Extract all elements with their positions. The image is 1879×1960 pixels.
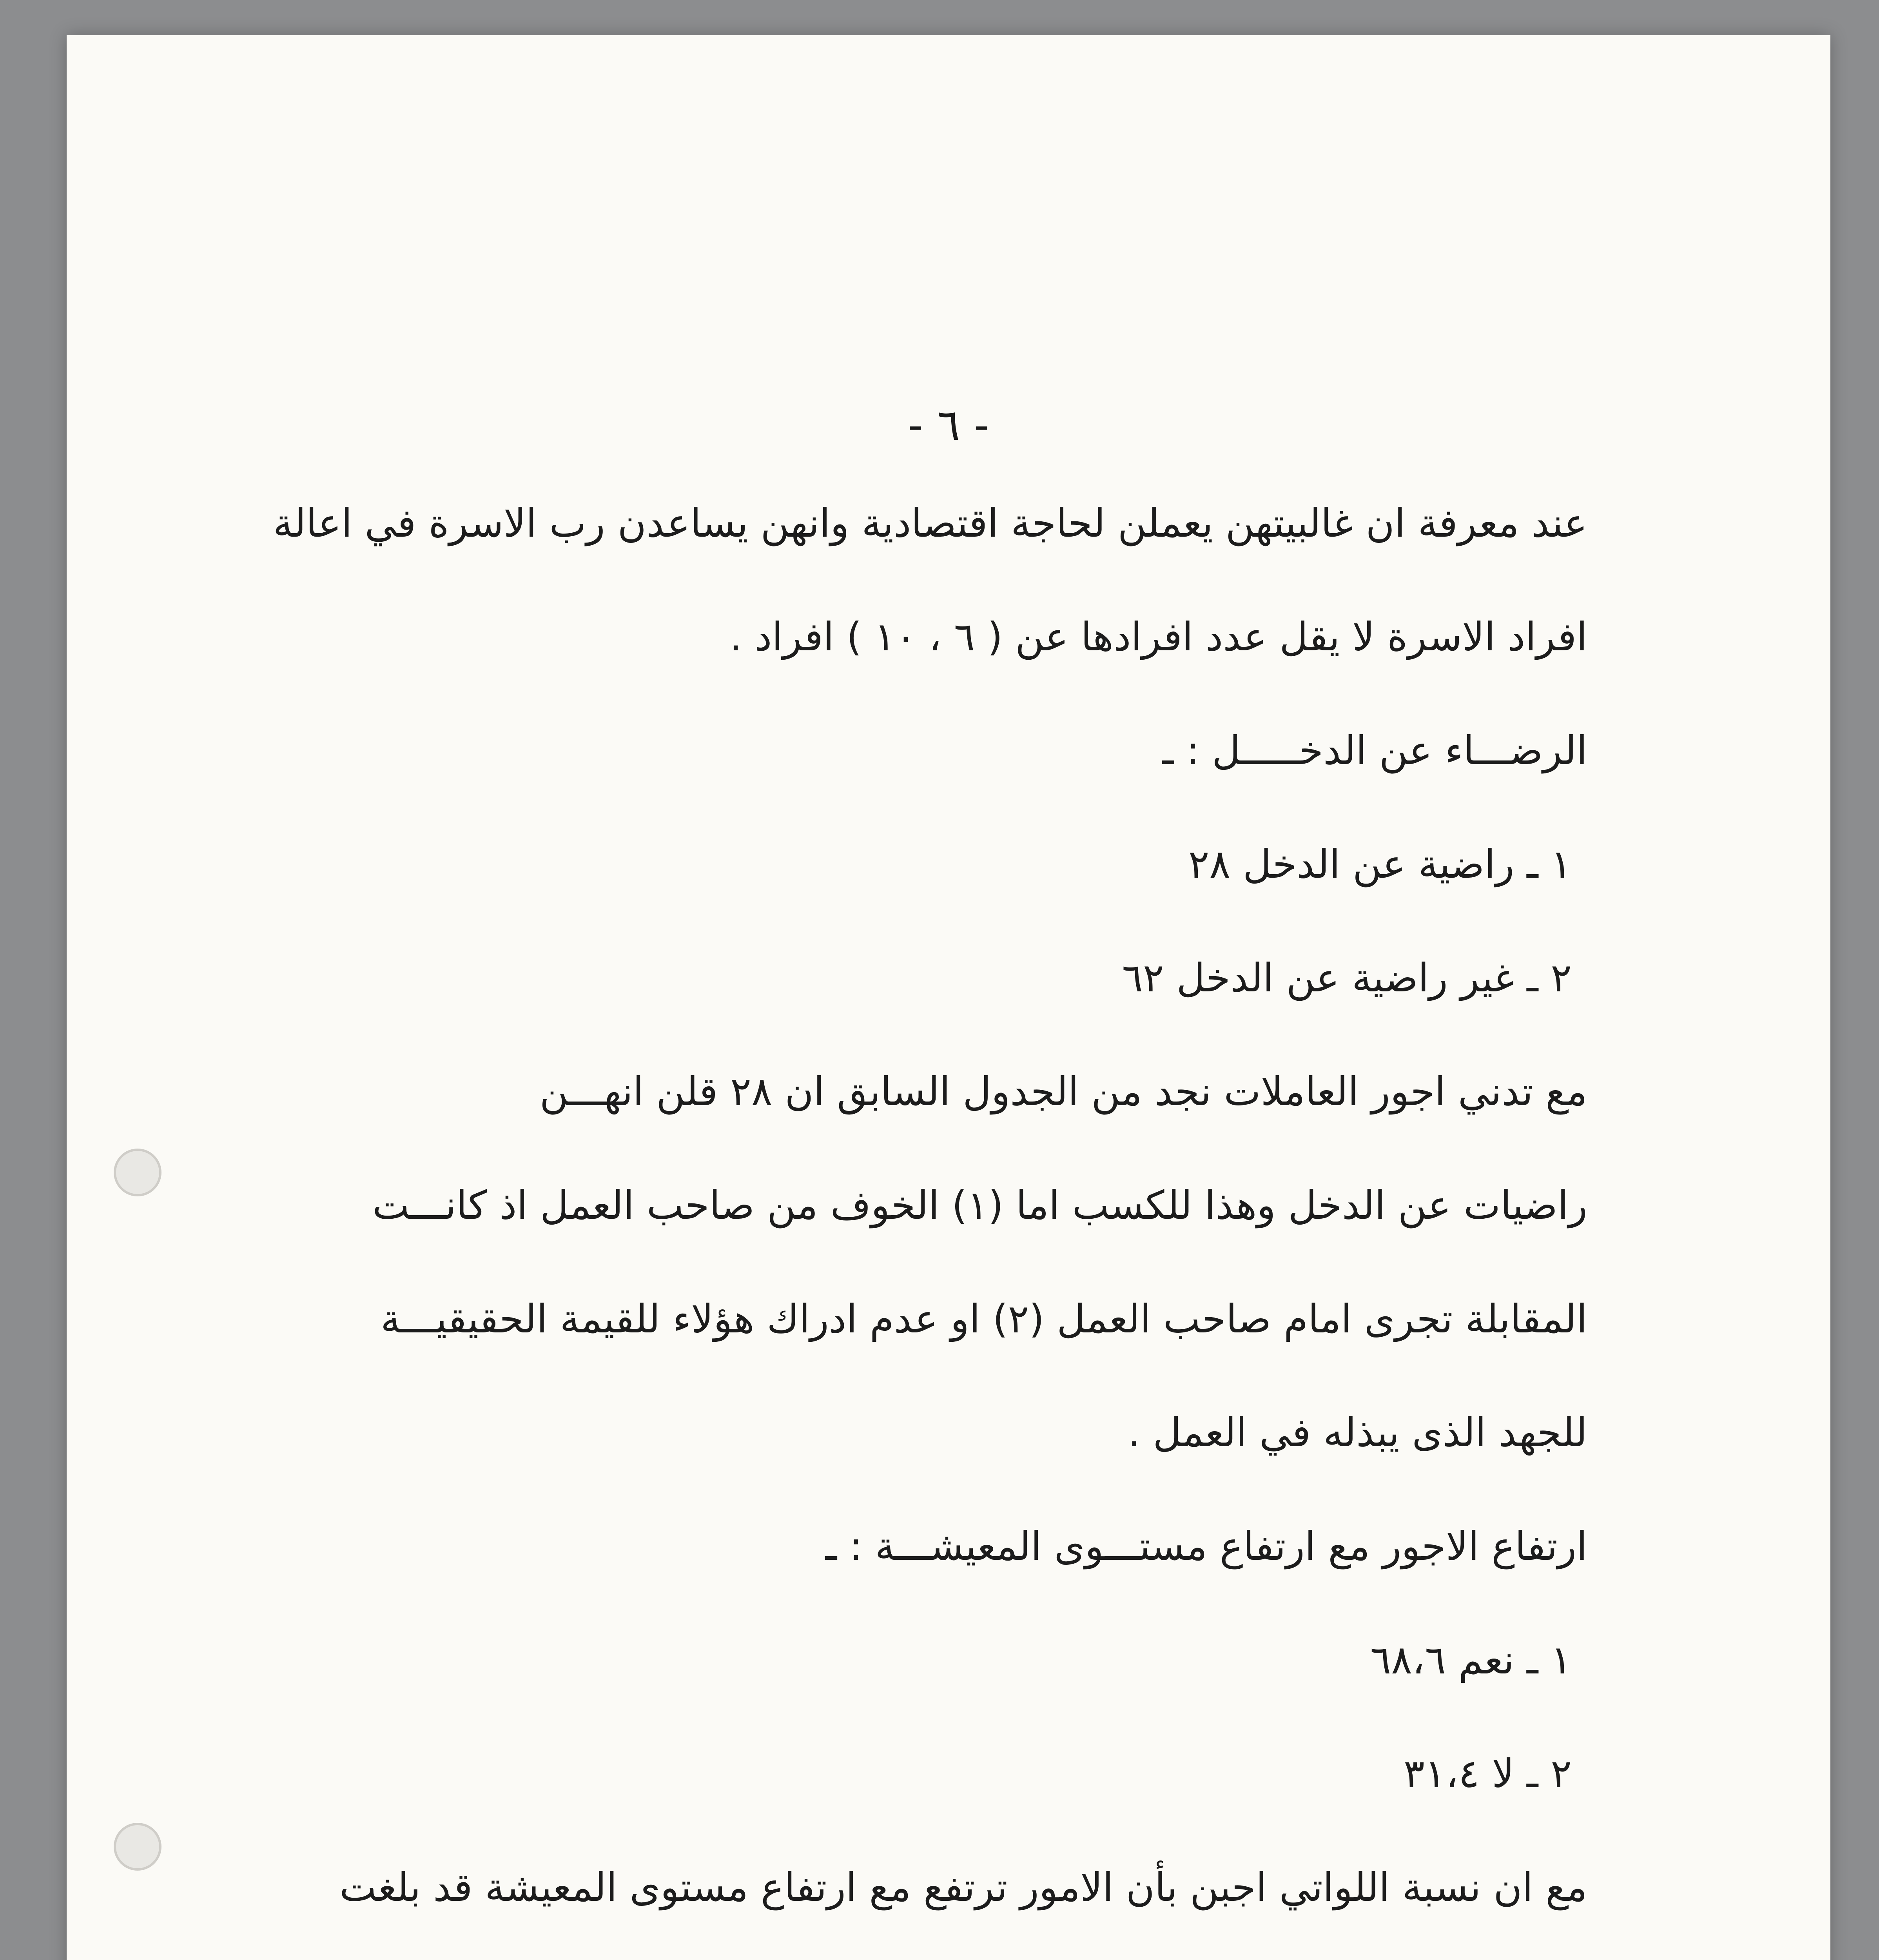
text-line: عند معرفة ان غالبيتهن يعملن لحاجة اقتصادية وانهن يساعدن رب الاسرة في اعالة [273, 500, 1587, 546]
list-item: ٢ ـ لا ٣١،٤ [1404, 1751, 1572, 1797]
list-item: ١ ـ نعم ٦٨،٦ [1370, 1637, 1572, 1683]
punch-hole-bottom [114, 1823, 161, 1871]
text-line: افراد الاسرة لا يقل عدد افرادها عن ( ٦ ، ١٠ ) افراد . [729, 614, 1587, 660]
document-body [216, 466, 1587, 1960]
text-line: راضيات عن الدخل وهذا للكسب اما (١) الخوف من صاحب العمل اذ كانـــت [372, 1182, 1587, 1228]
text-line: المقابلة تجرى امام صاحب العمل (٢) او عدم ادراك هؤلاء للقيمة الحقيقيـــة [380, 1296, 1587, 1342]
list-item: ١ ـ راضية عن الدخل ٢٨ [1188, 841, 1572, 887]
page-number: - ٦ - [907, 400, 990, 450]
section-heading: الرضـــاء عن الدخـــــل : ـ [1162, 728, 1587, 773]
text-line: للجهد الذى يبذله في العمل . [1128, 1410, 1587, 1455]
list-item: ٢ ـ غير راضية عن الدخل ٦٢ [1122, 955, 1572, 1001]
section-heading: ارتفاع الاجور مع ارتفاع مستـــوى المعيشـــة : ـ [825, 1523, 1587, 1569]
text-line: مع ان نسبة اللواتي اجبن بأن الامور ترتفع مع ارتفاع مستوى المعيشة قد بلغت [339, 1864, 1587, 1910]
text-line: مع تدني اجور العاملات نجد من الجدول السابق ان ٢٨ قلن انهـــن [539, 1069, 1587, 1114]
text-line [216, 1944, 1587, 1960]
document-page [67, 35, 1830, 1960]
punch-hole-top [114, 1149, 161, 1196]
